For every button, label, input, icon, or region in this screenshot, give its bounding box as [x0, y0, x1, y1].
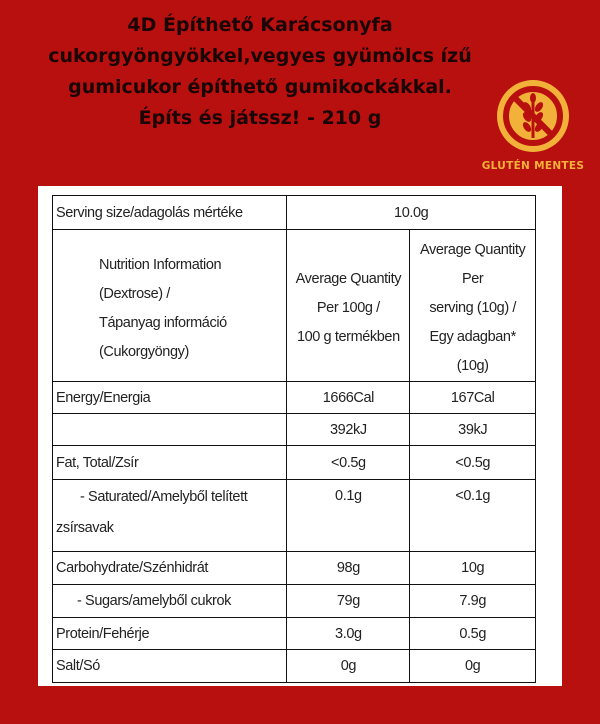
table-row [53, 618, 536, 650]
badge-label: GLUTÉN MENTES [481, 160, 585, 172]
header-col3: Average Quantity Per serving (10g) / Egy adagban* (10g) [410, 230, 536, 382]
gluten-free-badge [478, 76, 588, 176]
fat-serving: <0.5g [410, 446, 536, 480]
carbs-serving: 10g [410, 552, 536, 585]
gluten-free-icon [488, 76, 578, 158]
nutrition-table [52, 195, 536, 683]
energy-kj-per100: 392kJ [287, 414, 410, 446]
nutrition-panel [38, 186, 562, 686]
protein-label: Protein/Fehérje [53, 618, 287, 650]
protein-per100: 3.0g [287, 618, 410, 650]
table-row [53, 585, 536, 618]
serving-value: 10.0g [287, 196, 536, 230]
saturated-label: - Saturated/Amelyből telített zsírsavak [53, 480, 287, 552]
header-col1: Nutrition Information (Dextrose) / Tápanyag információ (Cukorgyöngy) [53, 230, 287, 382]
serving-label: Serving size/adagolás mértéke [53, 196, 287, 230]
fat-per100: <0.5g [287, 446, 410, 480]
title-line-2: cukorgyöngyökkel,vegyes gyümölcs ízű [48, 45, 472, 67]
table-row [53, 650, 536, 683]
table-row [53, 552, 536, 585]
sugars-serving: 7.9g [410, 585, 536, 618]
header-row [53, 230, 536, 382]
protein-serving: 0.5g [410, 618, 536, 650]
title-line-3: gumicukor építhető gumikockákkal. [68, 76, 452, 98]
carbs-per100: 98g [287, 552, 410, 585]
energy-per100: 1666Cal [287, 382, 410, 414]
salt-label: Salt/Só [53, 650, 287, 683]
serving-row [53, 196, 536, 230]
salt-serving: 0g [410, 650, 536, 683]
title-line-4: Építs és játssz! - 210 g [138, 107, 382, 129]
sugars-label: - Sugars/amelyből cukrok [53, 585, 287, 618]
table-row [53, 480, 536, 552]
saturated-per100: 0.1g [287, 480, 410, 552]
salt-per100: 0g [287, 650, 410, 683]
energy-serving: 167Cal [410, 382, 536, 414]
table-row [53, 446, 536, 480]
sugars-per100: 79g [287, 585, 410, 618]
product-title [40, 10, 480, 134]
header-col2: Average Quantity Per 100g / 100 g termékben [287, 230, 410, 382]
fat-label: Fat, Total/Zsír [53, 446, 287, 480]
table-row [53, 382, 536, 414]
energy-kj-serving: 39kJ [410, 414, 536, 446]
carbs-label: Carbohydrate/Szénhidrát [53, 552, 287, 585]
title-line-1: 4D Építhető Karácsonyfa [127, 14, 393, 36]
saturated-serving: <0.1g [410, 480, 536, 552]
energy-label: Energy/Energia [53, 382, 287, 414]
table-row [53, 414, 536, 446]
